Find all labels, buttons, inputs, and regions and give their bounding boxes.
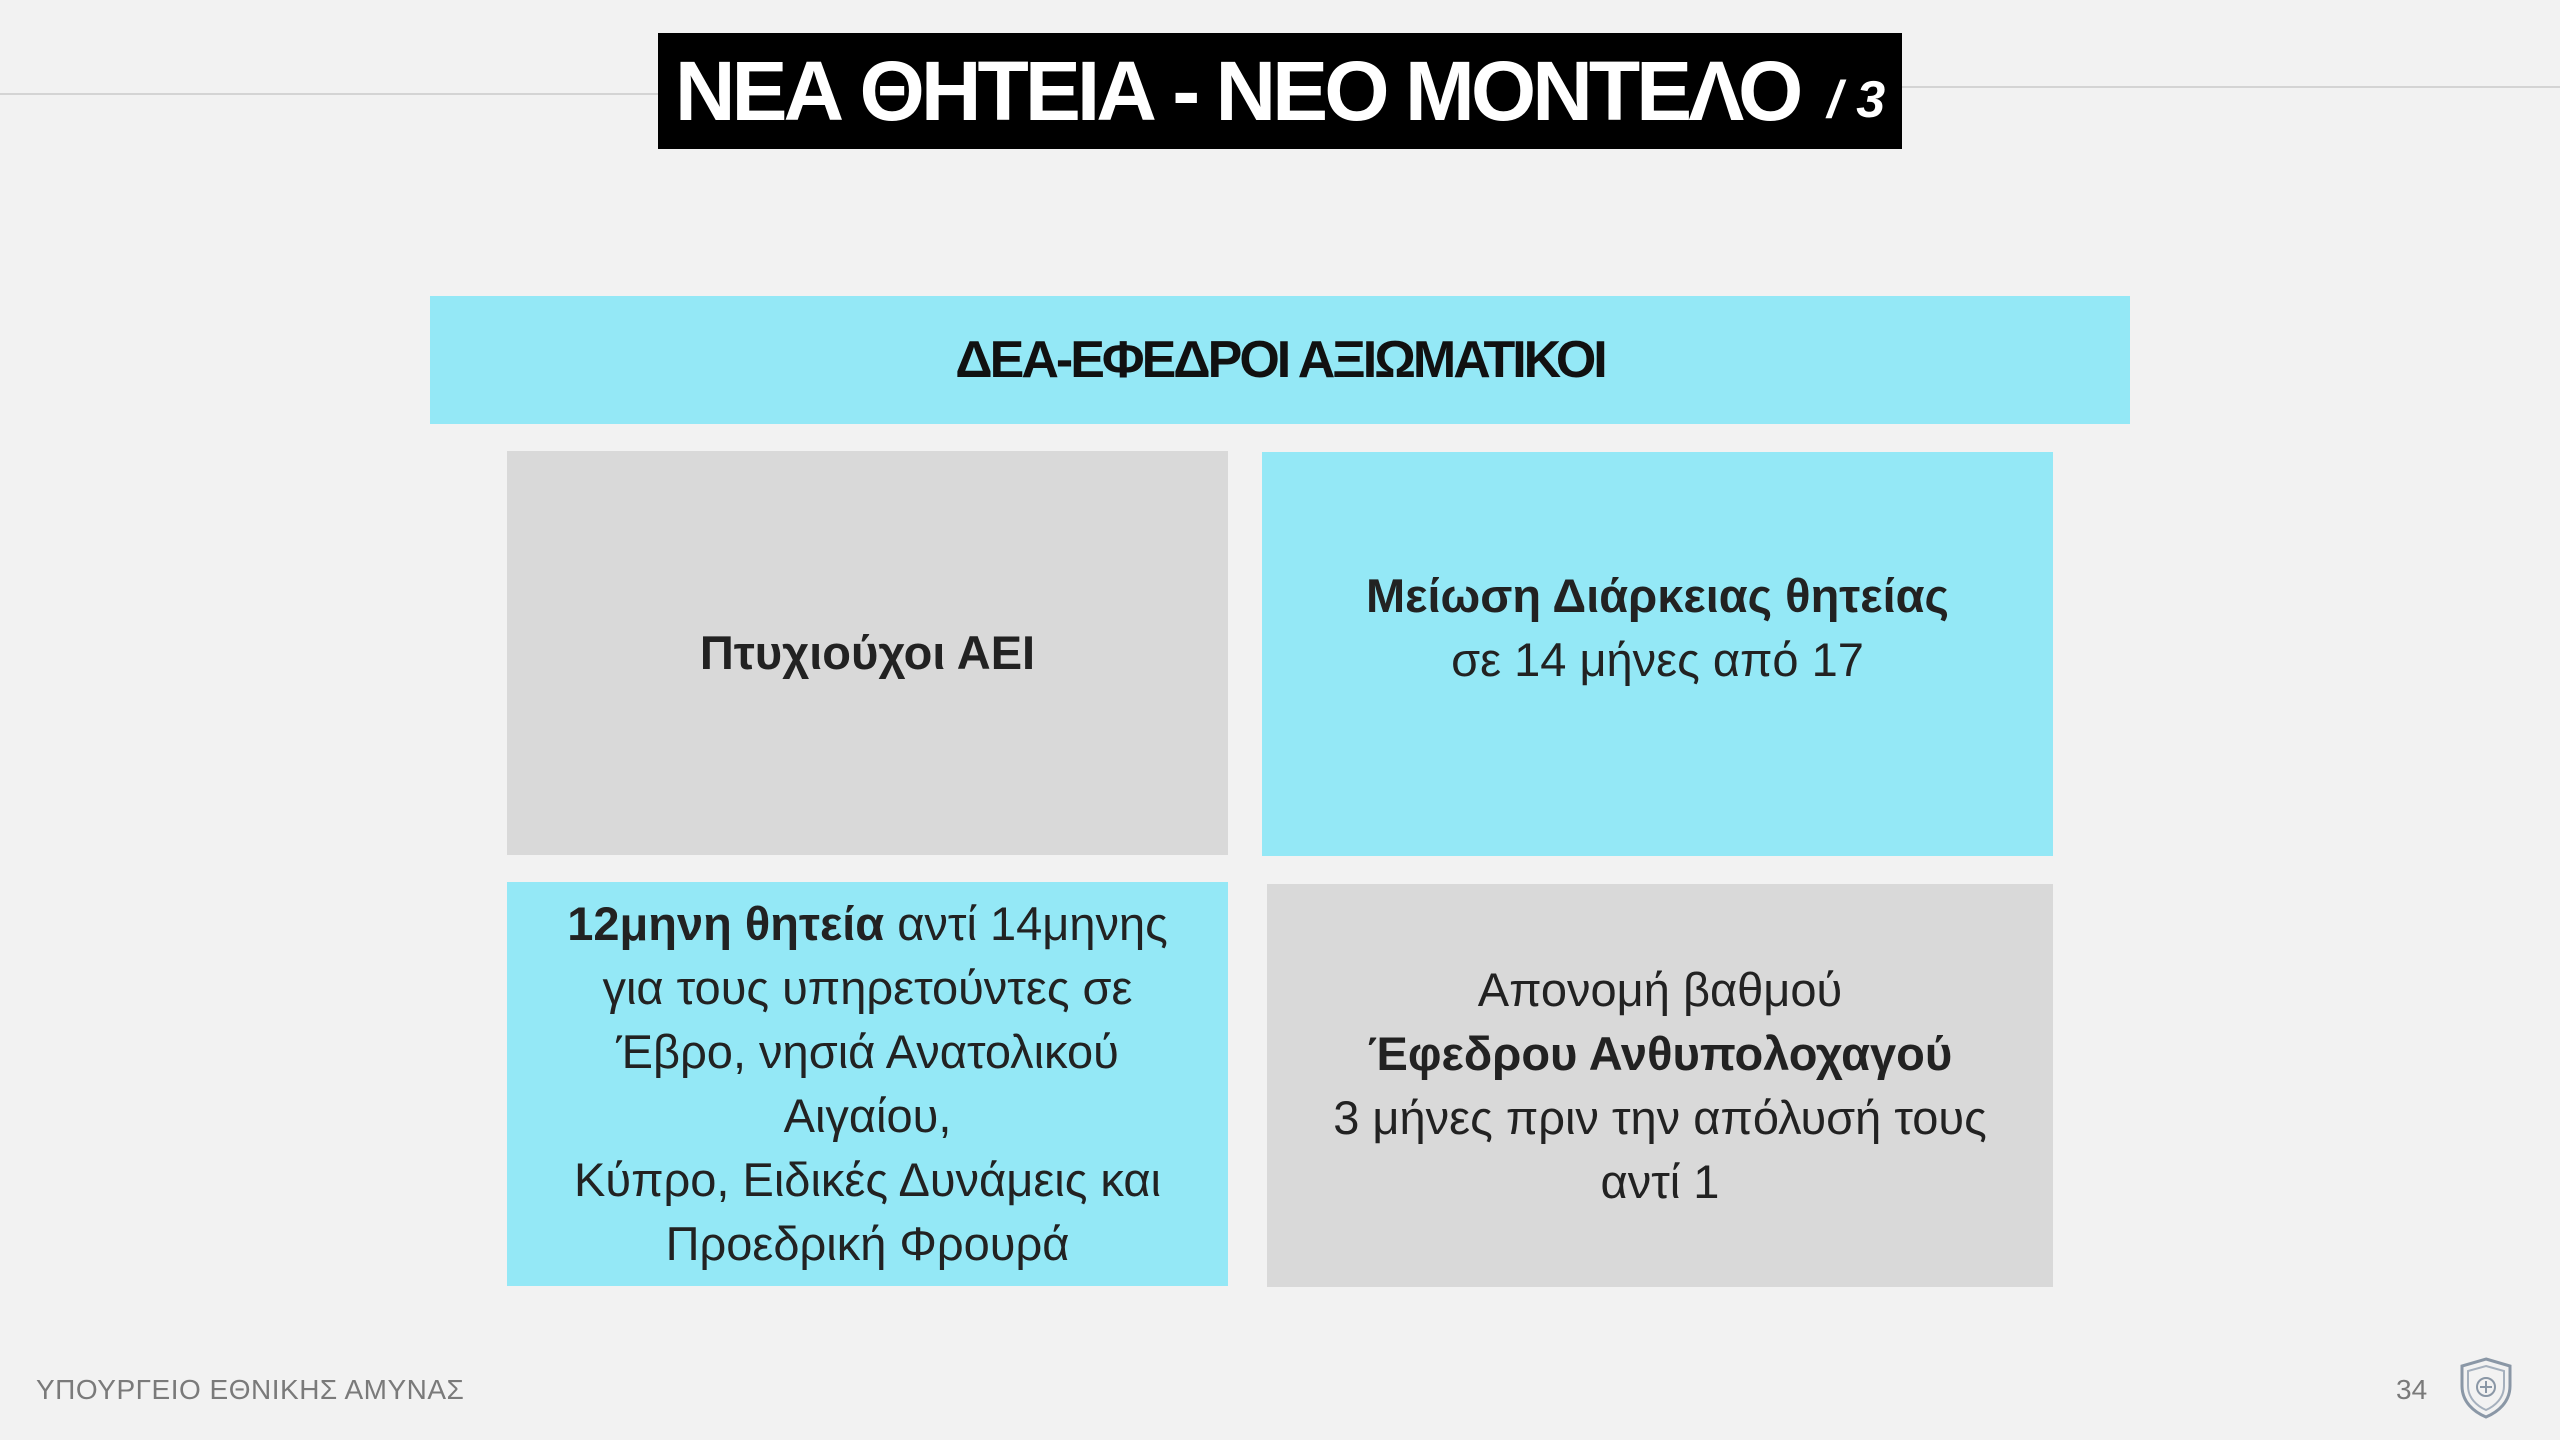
card-heading: Έφεδρου Ανθυπολοχαγού	[1367, 1026, 1953, 1080]
footer-organization: ΥΠΟΥΡΓΕΙΟ ΕΘΝΙΚΗΣ ΑΜΥΝΑΣ	[36, 1374, 465, 1405]
card-text: 3 μήνες πριν την απόλυσή τους	[1333, 1090, 1987, 1144]
divider-line-right	[1902, 86, 2560, 88]
card-rank-award	[1267, 884, 2053, 1287]
card-text: αντί 14μηνης	[884, 897, 1168, 950]
ministry-emblem-icon	[2458, 1356, 2514, 1420]
slide-title-number: / 3	[1827, 71, 1886, 129]
card-text: αντί 1	[1600, 1154, 1720, 1208]
card-text: σε 14 μήνες από 17	[1451, 633, 1864, 686]
card-university-graduates	[507, 451, 1228, 855]
card-text: Πτυχιούχοι ΑΕΙ	[699, 626, 1036, 679]
section-header	[430, 296, 2130, 424]
card-text: Απονομή βαθμού	[1477, 962, 1843, 1016]
slide-title-text: ΝΕΑ ΘΗΤΕΙΑ - ΝΕΟ ΜΟΝΤΕΛΟ	[674, 43, 1800, 138]
slide-title	[658, 33, 1902, 149]
card-text: Έβρο, νησιά Ανατολικού	[616, 1025, 1119, 1078]
page-number: 34	[2396, 1374, 2428, 1405]
card-line	[567, 892, 1168, 956]
card-text: Αιγαίου,	[783, 1089, 952, 1142]
card-12-month-service	[507, 882, 1228, 1286]
card-heading: 12μηνη θητεία	[567, 897, 885, 950]
card-text: Προεδρική Φρουρά	[665, 1217, 1070, 1270]
card-heading: Μείωση Διάρκειας θητείας	[1366, 569, 1949, 622]
card-text: Κύπρο, Ειδικές Δυνάμεις και	[574, 1153, 1161, 1206]
card-text: για τους υπηρετούντες σε	[602, 961, 1133, 1014]
divider-line-left	[0, 93, 660, 95]
card-duration-reduction	[1262, 452, 2053, 856]
section-header-text: ΔΕΑ-ΕΦΕΔΡΟΙ ΑΞΙΩΜΑΤΙΚΟΙ	[955, 331, 1605, 389]
